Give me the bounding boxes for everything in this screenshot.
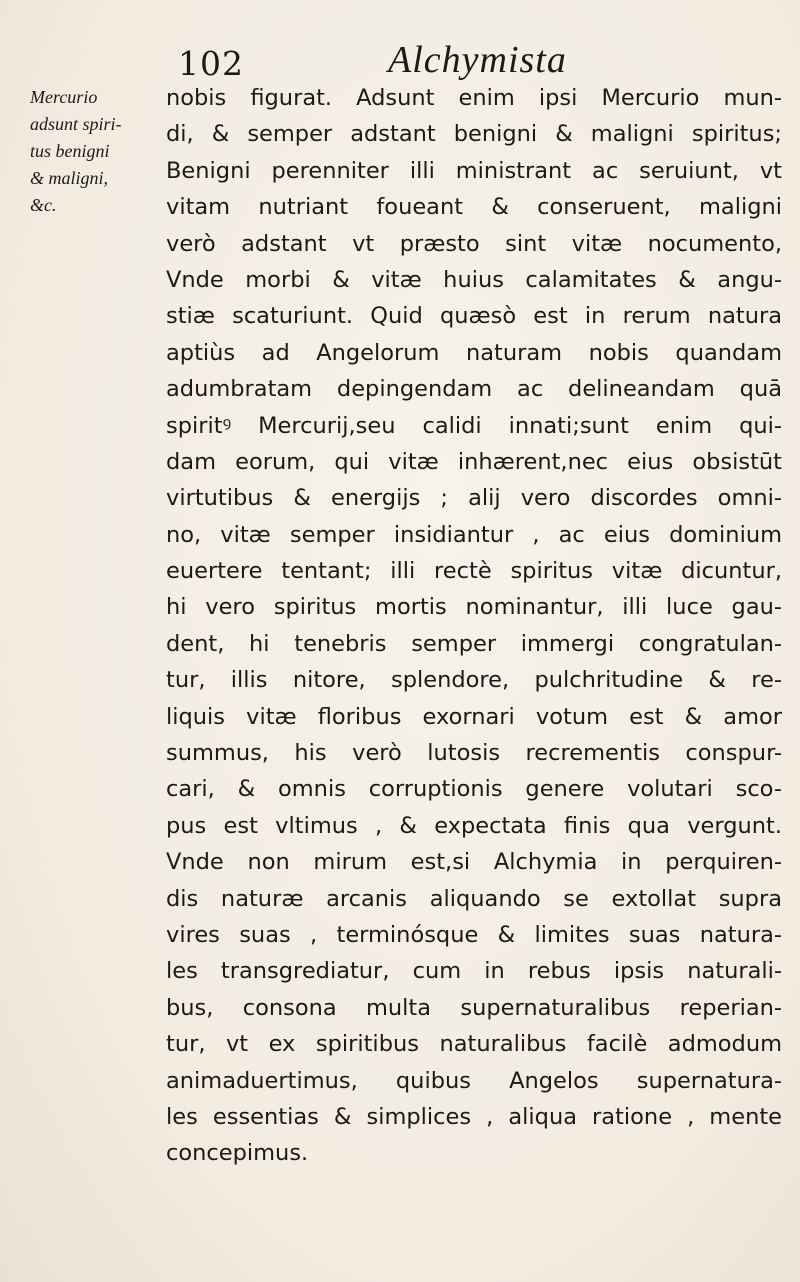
text-line: tur, illis nitore, splendore, pulchritudine & re- (166, 667, 782, 694)
text-line: hi vero spiritus mortis nominantur, illi luce gau- (166, 594, 782, 621)
text-line: vitam nutriant foueant & conseruent, maligni (166, 194, 782, 221)
text-line: di, & semper adstant benigni & maligni spiritus; (166, 121, 782, 148)
text-line: Vnde morbi & vitæ huius calamitates & angu- (166, 266, 782, 293)
text-line: spiritꝰ Mercurij,seu calidi innati;sunt enim qui- (166, 412, 782, 439)
text-line: animaduertimus, quibus Angelos supernatura- (166, 1067, 782, 1094)
text-line: pus est vltimus , & expectata finis qua vergunt. (166, 812, 782, 839)
text-line: euertere tentant; illi rectè spiritus vitæ dicuntur, (166, 558, 782, 585)
text-line: cari, & omnis corruptionis genere volutari sco- (166, 776, 782, 803)
text-line: les transgrediatur, cum in rebus ipsis naturali- (166, 958, 782, 985)
running-head: Alchymista (388, 39, 567, 81)
page-number: 102 (178, 44, 244, 83)
text-line: adumbratam depingendam ac delineandam quā (166, 376, 782, 403)
text-line: Vnde non mirum est,si Alchymia in perquiren- (166, 849, 782, 876)
text-line: no, vitæ semper insidiantur , ac eius dominium (166, 521, 782, 548)
text-line: nobis figurat. Adsunt enim ipsi Mercurio mun- (166, 85, 782, 111)
text-line: verò adstant vt præsto sint vitæ nocumento, (166, 230, 782, 257)
text-line: bus, consona multa supernaturalibus reperian- (166, 994, 782, 1021)
text-line: concepimus. (166, 1140, 309, 1167)
text-line: Benigni perenniter illi ministrant ac seruiunt, vt (166, 157, 782, 184)
text-line: stiæ scaturiunt. Quid quæsò est in rerum natura (166, 303, 782, 330)
marginal-note-line: & maligni, (30, 168, 109, 188)
text-line: virtutibus & energijs ; alij vero discordes omni- (166, 485, 782, 512)
text-line: dam eorum, qui vitæ inhærent,nec eius obsistūt (166, 448, 782, 475)
body-text (166, 80, 782, 1172)
marginal-note-line: Mercurio (30, 87, 98, 107)
marginal-note-line: adsunt spiri- (30, 114, 122, 134)
marginal-note (30, 84, 158, 219)
text-line: tur, vt ex spiritibus naturalibus facilè admodum (166, 1031, 782, 1058)
text-line: liquis vitæ floribus exornari votum est & amor (166, 703, 782, 730)
text-line: vires suas , terminósque & limites suas natura- (166, 921, 782, 948)
text-line: dent, hi tenebris semper immergi congratulan- (166, 630, 782, 657)
marginal-note-line: &c. (30, 195, 57, 215)
text-line: les essentias & simplices , aliqua ratione , mente (166, 1103, 782, 1130)
text-line: dis naturæ arcanis aliquando se extollat supra (166, 885, 782, 912)
marginal-note-line: tus benigni (30, 141, 110, 161)
text-line: aptiùs ad Angelorum naturam nobis quandam (166, 339, 782, 366)
text-line: summus, his verò lutosis recrementis conspur- (166, 740, 782, 767)
